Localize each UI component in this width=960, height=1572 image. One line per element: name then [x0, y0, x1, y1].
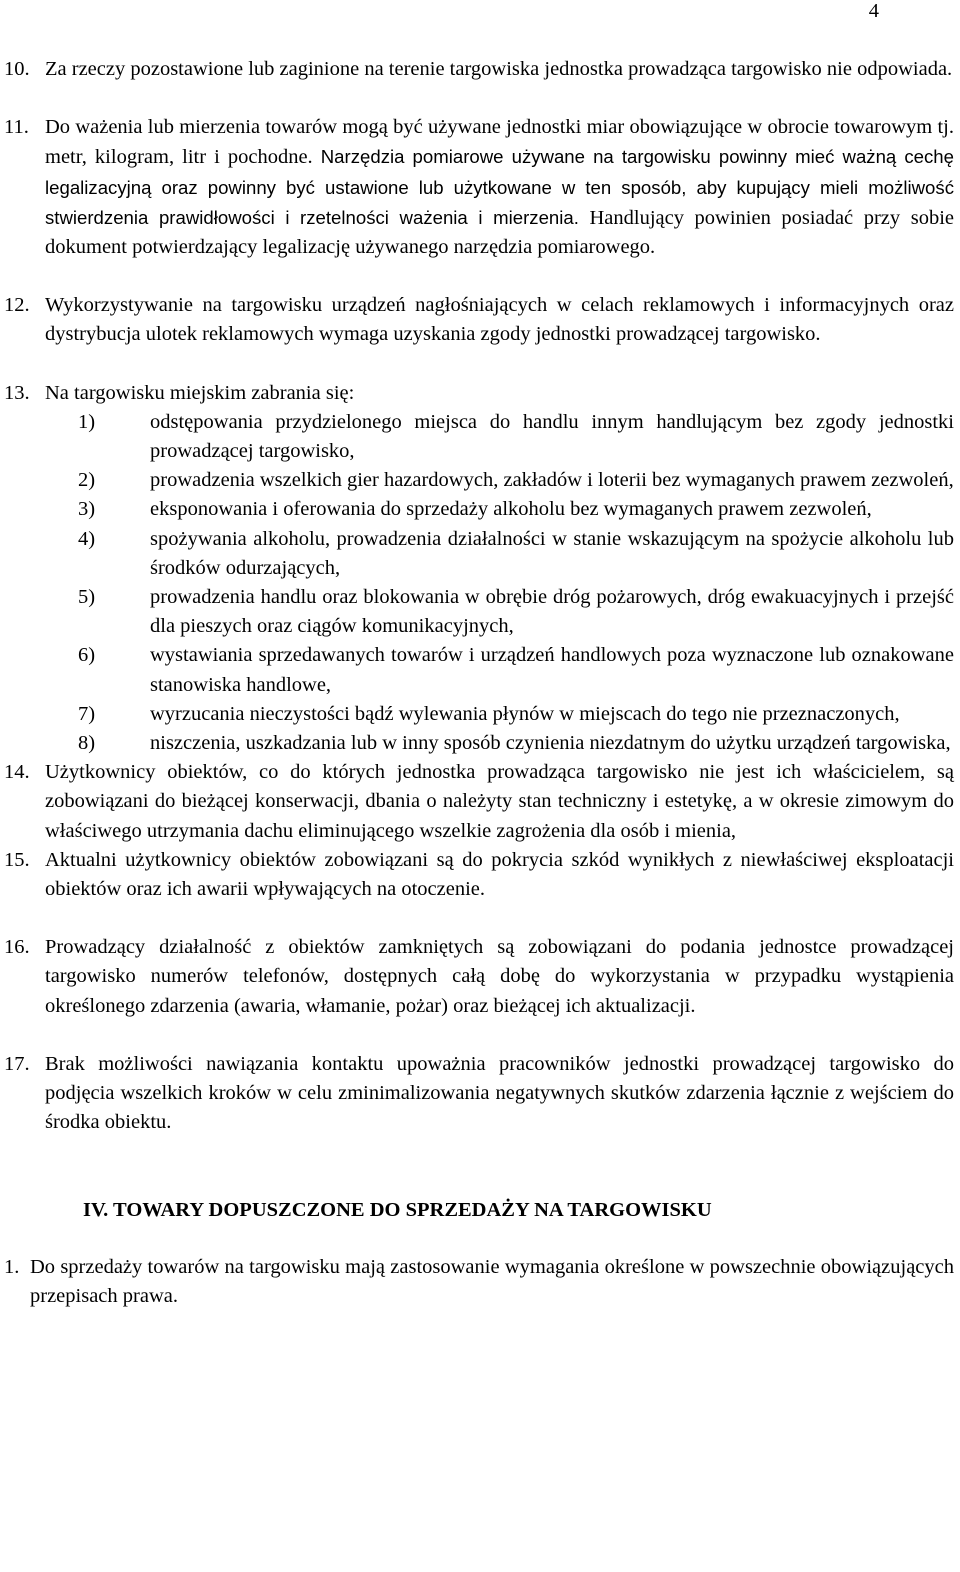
paragraph-14 — [4, 758, 954, 846]
list-item-number: 3) — [78, 498, 96, 521]
paragraph-text: Za rzeczy pozostawione lub zaginione na terenie targowiska jednostka prowadząca targowisko nie odpowiada. — [45, 58, 953, 80]
list-item-number: 7) — [78, 702, 96, 725]
list-item-text: wystawiania sprzedawanych towarów i urządzeń handlowych poza wyznaczone lub oznakowane stanowiska handlowe, — [150, 644, 954, 696]
paragraph-number: 10. — [4, 58, 30, 80]
list-item — [78, 700, 954, 729]
list-item-text: spożywania alkoholu, prowadzenia działalności w stanie wskazującym na spożycie alkoholu lub środków odurzających, — [150, 527, 954, 579]
paragraph-17 — [4, 1050, 954, 1138]
list-item — [78, 495, 954, 524]
page-number: 4 — [868, 0, 879, 22]
paragraph-text-sans: Narzędzia pomiarowe używane na targowisku powinny mieć ważną cechę legalizacyjną oraz powinny być ustawione lub użytkowane w ten sposób, aby kupujący mieli możliwość stwierdzenia prawidłowości i rzetelności ważenia i mierzenia. — [45, 146, 954, 228]
list-item-number: 2) — [78, 469, 96, 492]
paragraph-16 — [4, 933, 954, 1021]
paragraph-text-serif: Handlujący powinien posiadać przy sobie dokument potwierdzający legalizację używanego narzędzia pomiarowego. — [45, 206, 954, 259]
paragraph-text — [45, 113, 954, 262]
paragraph-number: 15. — [4, 848, 30, 871]
list-item-number: 4) — [78, 527, 96, 550]
section-paragraph-1 — [4, 1253, 954, 1311]
paragraph-number: 16. — [4, 936, 30, 959]
list-item — [78, 525, 954, 583]
paragraph-text-serif: Do ważenia lub mierzenia towarów mogą być używane jednostki miar obowiązujące w obrocie towarowym tj. metr, kilogram, litr i pochodne. — [45, 116, 954, 169]
list-item-text: eksponowania i oferowania do sprzedaży alkoholu bez wymaganych prawem zezwoleń, — [150, 498, 872, 521]
list-item-text: prowadzenia wszelkich gier hazardowych, zakładów i loterii bez wymaganych prawem zezwoleń, — [150, 469, 954, 492]
list-item — [78, 729, 954, 758]
list-item — [78, 641, 954, 699]
paragraph-number: 11. — [4, 116, 29, 139]
paragraph-13 — [4, 379, 954, 408]
paragraph-number: 17. — [4, 1052, 30, 1075]
paragraph-12 — [4, 291, 954, 349]
paragraph-text: Na targowisku miejskim zabrania się: — [45, 381, 355, 404]
list-item-text: odstępowania przydzielonego miejsca do handlu innym handlującym bez zgody jednostki prowadzącej targowisko, — [150, 410, 954, 463]
section-heading: IV. TOWARY DOPUSZCZONE DO SPRZEDAŻY NA TARGOWISKU — [83, 1198, 712, 1221]
list-item-text: prowadzenia handlu oraz blokowania w obrębie dróg pożarowych, dróg ewakuacyjnych i przejść dla pieszych oraz ciągów komunikacyjnych, — [150, 586, 954, 638]
paragraph-text: Brak możliwości nawiązania kontaktu upoważnia pracowników jednostki prowadzącej targowisko do podjęcia wszelkich kroków w celu zminimalizowania negatywnych skutków zdarzenia łącznie z wejściem do środka obiektu. — [45, 1052, 954, 1134]
paragraph-15 — [4, 846, 954, 904]
list-item-number: 5) — [78, 586, 96, 609]
paragraph-number: 13. — [4, 381, 30, 404]
list-item — [78, 583, 954, 641]
list-item — [78, 408, 954, 466]
paragraph-11 — [4, 113, 954, 262]
page-content — [4, 55, 954, 1311]
paragraph-text: Wykorzystywanie na targowisku urządzeń nagłośniających w celach reklamowych i informacyjnych oraz dystrybucja ulotek reklamowych wymaga uzyskania zgody jednostki prowadzącej targowisko. — [45, 294, 954, 346]
list-item-text: niszczenia, uszkadzania lub w inny sposób czynienia niezdatnym do użytku urządzeń targowiska, — [150, 732, 951, 755]
list-item-number: 6) — [78, 644, 96, 667]
paragraph-10 — [4, 55, 954, 84]
list-item-text: wyrzucania nieczystości bądź wylewania płynów w miejscach do tego nie przeznaczonych, — [150, 702, 900, 725]
paragraph-text: Prowadzący działalność z obiektów zamkniętych są zobowiązani do podania jednostce prowadzącej targowisko numerów telefonów, dostępnych całą dobę do wykorzystania w przypadku wystąpienia określonego zdarzenia (awaria, włamanie, pożar) oraz bieżącej ich aktualizacji. — [45, 936, 954, 1017]
list-item-number: 8) — [78, 732, 96, 755]
paragraph-text: Aktualni użytkownicy obiektów zobowiązani są do pokrycia szkód wynikłych z niewłaściwej eksploatacji obiektów oraz ich awarii wpływających na otoczenie. — [45, 848, 954, 901]
paragraph-number: 1. — [4, 1255, 20, 1278]
paragraph-text: Użytkownicy obiektów, co do których jednostka prowadząca targowisko nie jest ich właścicielem, są zobowiązani do bieżącej konserwacji, dbania o należyty stan techniczny i estetykę, a w okresie zimowym do właściwego utrzymania dachu eliminującego wszelkie zagrożenia dla osób i mienia, — [45, 761, 954, 842]
paragraph-number: 14. — [4, 761, 30, 784]
list-item — [78, 466, 954, 495]
paragraph-text: Do sprzedaży towarów na targowisku mają zastosowanie wymagania określone w powszechnie obowiązujących przepisach prawa. — [30, 1255, 954, 1307]
list-item-number: 1) — [78, 410, 96, 433]
paragraph-number: 12. — [4, 294, 30, 317]
